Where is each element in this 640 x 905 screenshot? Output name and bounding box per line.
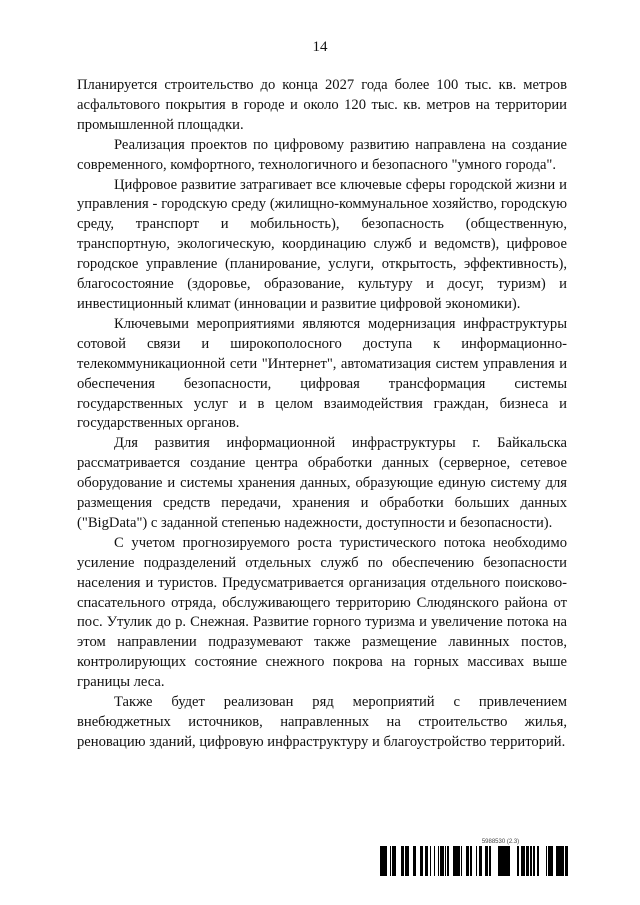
paragraph: Цифровое развитие затрагивает все ключевые сферы городской жизни и управления - городскую среду (жилищно-коммунальное хозяйство, городскую среду, транспорт и мобильность), безопасность (общественную, транспортную, экологическую, координацию служб и ведомств), цифровое городское управление (планирование, услуги, открытость, эффективность), благосостояние (здоровье, образование, культуру и досуг, туризм) и инвестиционный климат (инновации и развитие цифровой экономики). <box>77 176 567 312</box>
paragraph: Реализация проектов по цифровому развитию направлена на создание современного, комфортного, технологичного и безопасного "умного города". <box>77 136 567 173</box>
paragraph: Для развития информационной инфраструктуры г. Байкальска рассматривается создание центра обработки данных (серверное, сетевое оборудование и системы хранения данных, образующие единую систему для размещения средств передачи, хранения и обработки больших данных ("BigData") с заданной степенью надежности, доступности и безопасности). <box>77 435 567 531</box>
paragraph: Ключевыми мероприятиями являются модернизация инфраструктуры сотовой связи и широкополосного доступа к информационно-телекоммуникационной сети "Интернет", автоматизация систем управления и обеспечения безопасности, цифровая трансформация системы государственных услуг и в целом взаимодействия граждан, бизнеса и государственных органов. <box>77 315 567 432</box>
paragraph: Также будет реализован ряд мероприятий с привлечением внебюджетных источников, направленных на строительство жилья, реновацию зданий, цифровую инфраструктуру и благоустройство территорий. <box>77 694 567 750</box>
barcode-icon <box>373 846 568 876</box>
page-number: 14 <box>312 39 328 55</box>
paragraph: Планируется строительство до конца 2027 года более 100 тыс. кв. метров асфальтового покрытия в городе и около 120 тыс. кв. метров на территории промышленной площадки. <box>77 77 567 133</box>
paragraph: С учетом прогнозируемого роста туристического потока необходимо усиление подразделений отдельных служб по обеспечению безопасности населения и туристов. Предусматривается организация отдельного поисково-спасательного отряда, обслуживающего территорию Слюдянского района от пос. Утулик до р. Снежная. Развитие горного туризма и увеличение потока на этом направлении подразумевают также размещение лавинных постов, контролирующих состояние снежного покрова на горных массивах выше границы леса. <box>77 534 567 691</box>
page-body <box>77 76 567 753</box>
barcode-code: 5988530 (2.3) <box>481 839 520 845</box>
barcode-block <box>373 839 568 876</box>
